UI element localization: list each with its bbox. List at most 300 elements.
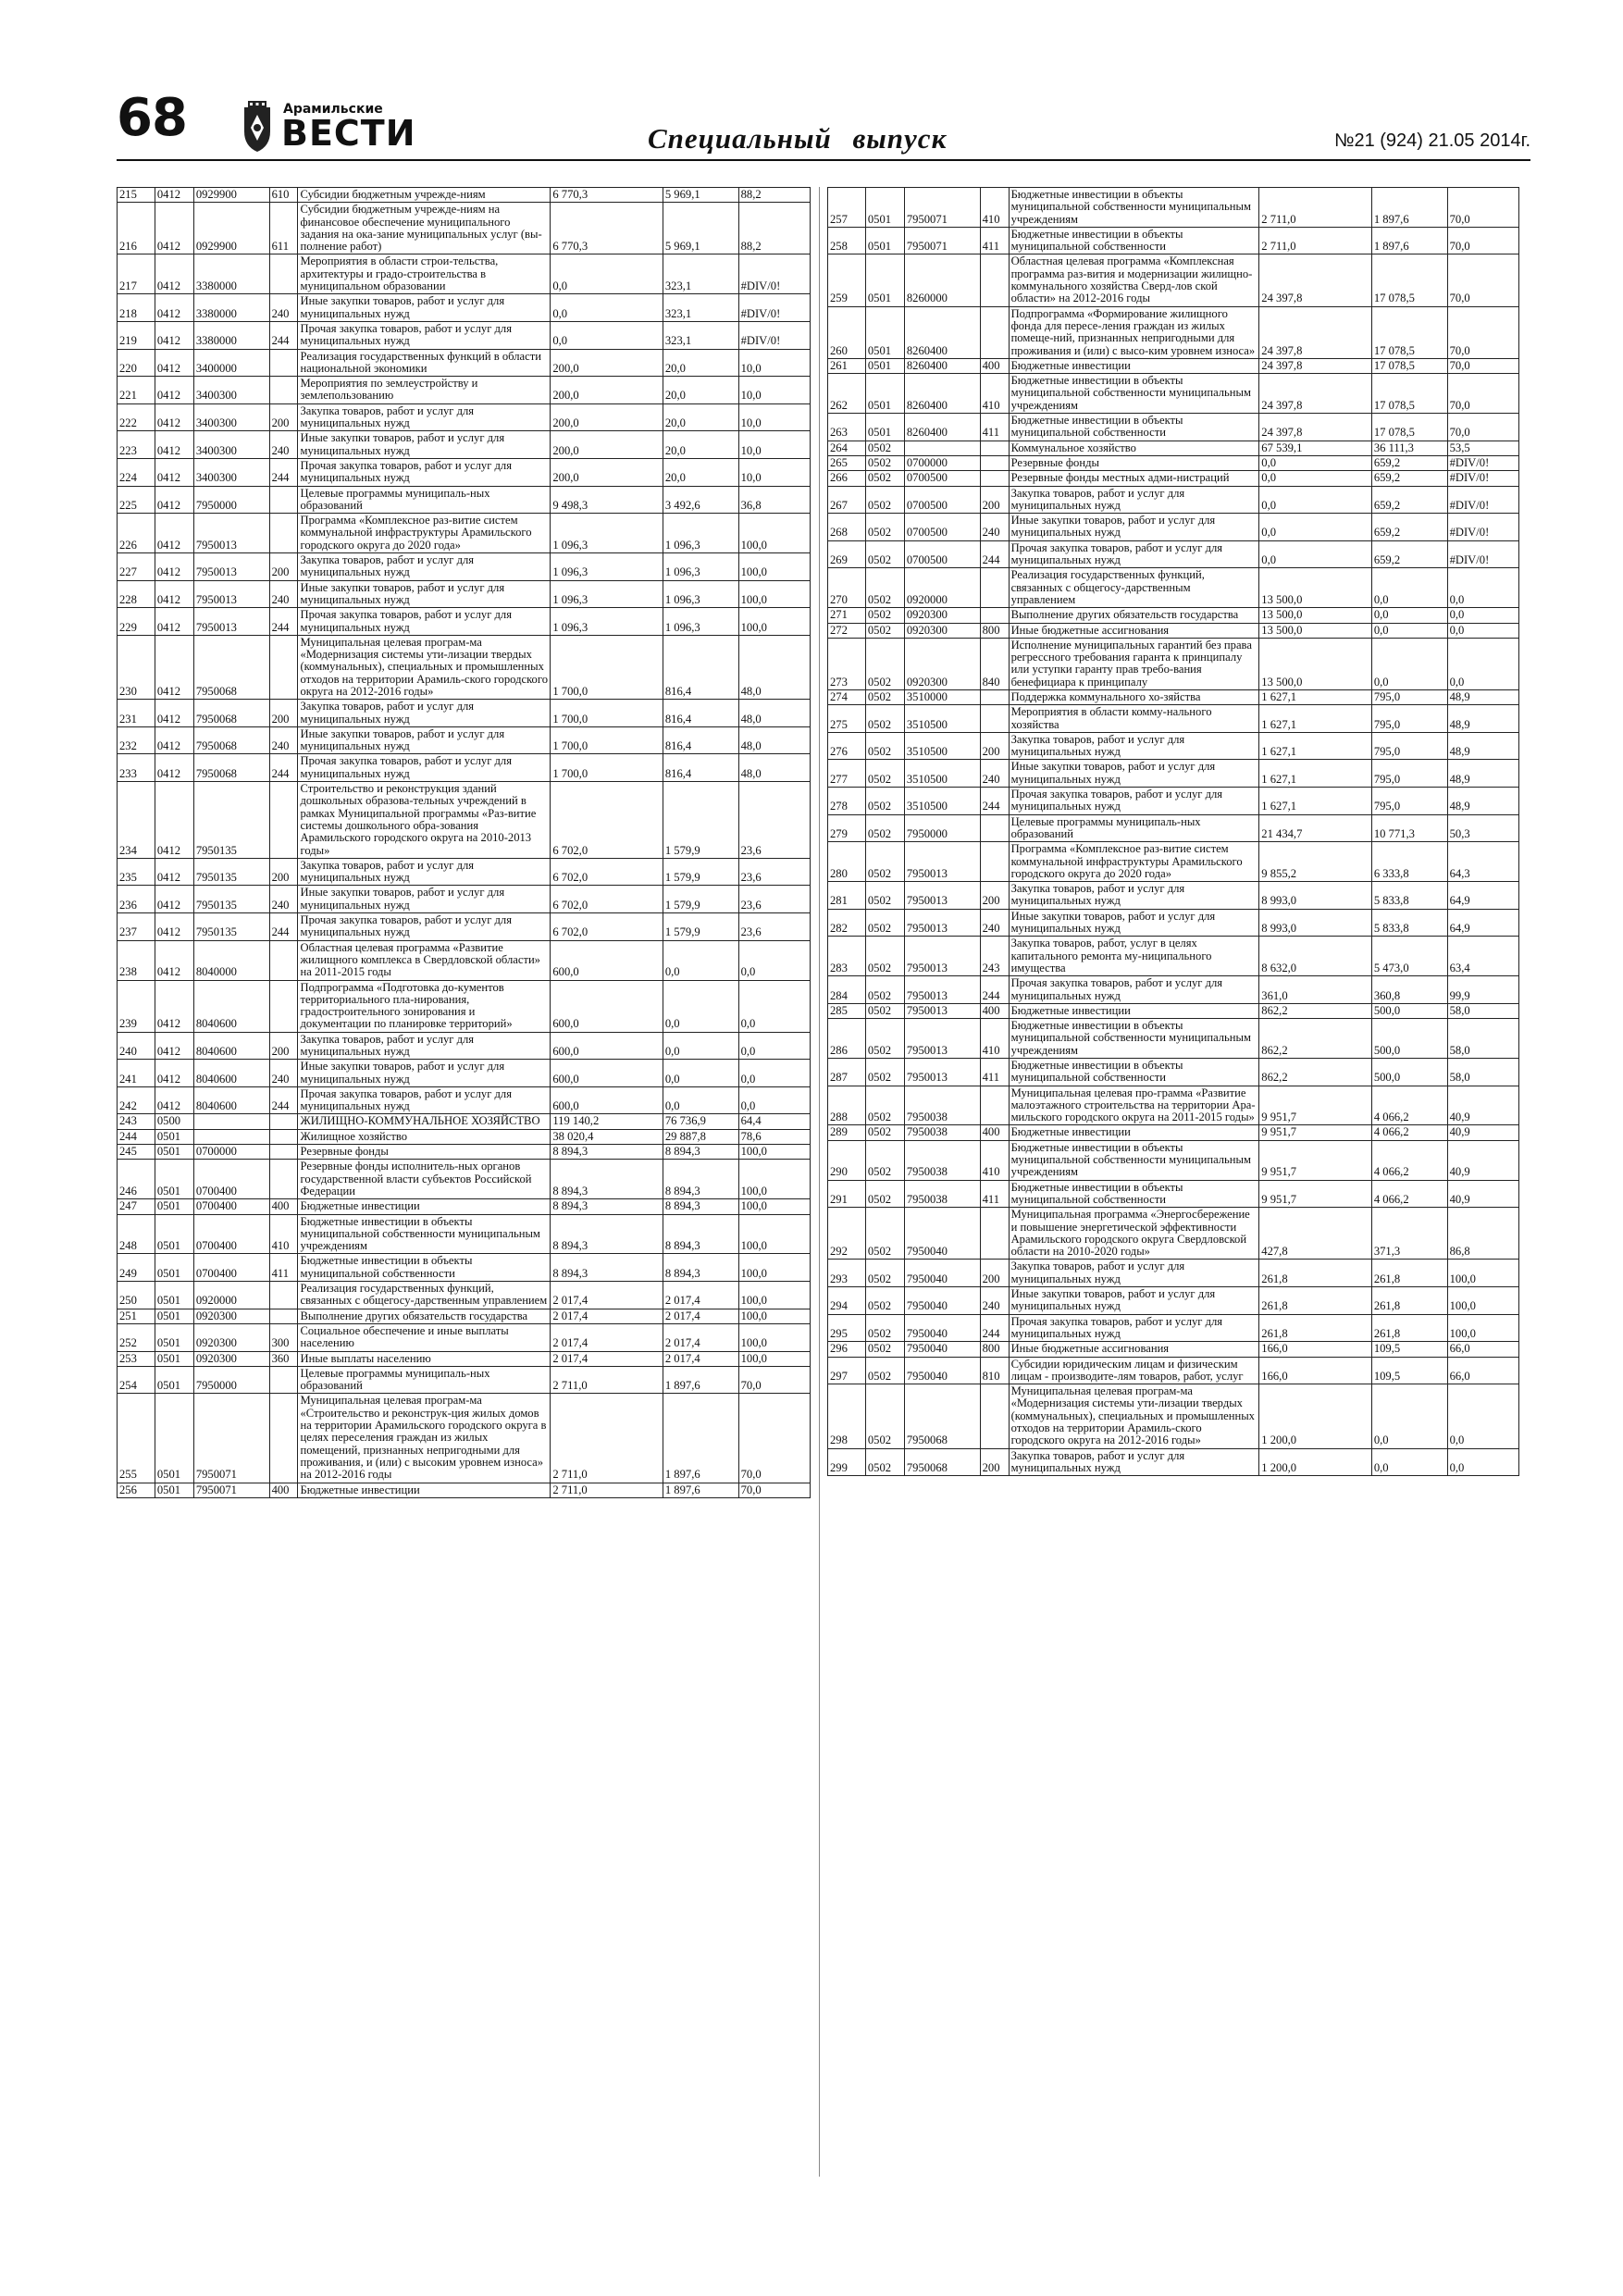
expense-type-code	[269, 254, 298, 294]
planned-amount: 24 397,8	[1259, 306, 1372, 358]
table-row	[118, 913, 811, 941]
row-number: 278	[828, 788, 866, 815]
actual-amount: 659,2	[1371, 455, 1447, 470]
actual-amount: 816,4	[663, 726, 738, 754]
row-number: 264	[828, 441, 866, 455]
section-code: 0502	[865, 455, 904, 470]
item-name: Прочая закупка товаров, работ и услуг для муниципальных нужд	[1009, 976, 1259, 1004]
planned-amount: 9 951,7	[1259, 1180, 1372, 1208]
section-code: 0502	[865, 1342, 904, 1357]
target-article-code: 7950000	[193, 1366, 269, 1394]
section-code: 0501	[865, 414, 904, 441]
planned-amount: 1 700,0	[551, 754, 663, 782]
section-code: 0501	[155, 1145, 193, 1160]
table-row	[828, 1384, 1519, 1448]
table-row	[118, 1032, 811, 1060]
item-name: Муниципальная целевая програм-ма «Строительство и реконструк-ция жилых домов на территории Арамильского городского округа в целях переселения граждан из жилых помещений, признанных непригодными для проживания, и (или) с высоким уровнем износа» на 2012-2016 годы	[298, 1394, 551, 1483]
expense-type-code: 240	[980, 760, 1009, 788]
actual-amount: 109,5	[1371, 1357, 1447, 1384]
table-row	[828, 568, 1519, 608]
actual-amount: 2 017,4	[663, 1351, 738, 1366]
planned-amount: 600,0	[551, 980, 663, 1032]
target-article-code: 0700400	[193, 1254, 269, 1282]
planned-amount: 2 017,4	[551, 1282, 663, 1309]
expense-type-code	[269, 349, 298, 377]
row-number: 218	[118, 294, 155, 322]
target-article-code: 7950038	[904, 1086, 980, 1125]
item-name: Выполнение других обязательств государства	[298, 1309, 551, 1323]
actual-amount: 323,1	[663, 254, 738, 294]
actual-amount: 795,0	[1371, 788, 1447, 815]
actual-amount: 0,0	[1371, 1448, 1447, 1476]
section-code: 0502	[865, 705, 904, 733]
item-name: Мероприятия в области строи-тельства, архитектуры и градо-строительства в муниципальном образовании	[298, 254, 551, 294]
expense-type-code: 411	[980, 1180, 1009, 1208]
execution-percent: 70,0	[738, 1483, 810, 1497]
item-name: Коммунальное хозяйство	[1009, 441, 1259, 455]
planned-amount: 1 096,3	[551, 580, 663, 608]
row-number: 240	[118, 1032, 155, 1060]
actual-amount: 500,0	[1371, 1019, 1447, 1059]
target-article-code: 0920300	[904, 608, 980, 623]
planned-amount: 24 397,8	[1259, 254, 1372, 306]
expense-type-code	[269, 940, 298, 980]
row-number: 227	[118, 553, 155, 581]
planned-amount: 21 434,7	[1259, 814, 1372, 842]
section-code: 0501	[155, 1323, 193, 1351]
planned-amount: 200,0	[551, 349, 663, 377]
table-row	[828, 608, 1519, 623]
execution-percent: 23,6	[738, 913, 810, 941]
planned-amount: 862,2	[1259, 1059, 1372, 1086]
planned-amount: 13 500,0	[1259, 608, 1372, 623]
actual-amount: 8 894,3	[663, 1160, 738, 1199]
execution-percent: 100,0	[738, 580, 810, 608]
execution-percent: 70,0	[1447, 414, 1518, 441]
table-row	[828, 732, 1519, 760]
table-row	[828, 705, 1519, 733]
target-article-code: 7950135	[193, 886, 269, 913]
left-column	[117, 187, 811, 1498]
page-number: 68	[117, 88, 187, 148]
table-row	[118, 635, 811, 699]
planned-amount: 0,0	[551, 321, 663, 349]
planned-amount: 166,0	[1259, 1342, 1372, 1357]
expense-type-code: 411	[980, 414, 1009, 441]
actual-amount: 360,8	[1371, 976, 1447, 1004]
item-name: Бюджетные инвестиции	[1009, 358, 1259, 373]
actual-amount: 36 111,3	[1371, 441, 1447, 455]
expense-type-code: 411	[269, 1254, 298, 1282]
actual-amount: 0,0	[663, 1086, 738, 1114]
table-row	[828, 1140, 1519, 1180]
section-code: 0412	[155, 980, 193, 1032]
item-name: Прочая закупка товаров, работ и услуг для муниципальных нужд	[298, 754, 551, 782]
actual-amount: 8 894,3	[663, 1214, 738, 1254]
section-code: 0412	[155, 377, 193, 404]
table-row	[118, 754, 811, 782]
expense-type-code	[269, 782, 298, 859]
execution-percent: 48,0	[738, 635, 810, 699]
target-article-code: 0920300	[193, 1309, 269, 1323]
planned-amount: 8 894,3	[551, 1199, 663, 1214]
target-article-code: 3400300	[193, 458, 269, 486]
section-code: 0502	[865, 760, 904, 788]
item-name: Закупка товаров, работ и услуг для муниципальных нужд	[1009, 882, 1259, 910]
target-article-code: 8040600	[193, 1060, 269, 1087]
expense-type-code: 840	[980, 638, 1009, 689]
actual-amount: 20,0	[663, 403, 738, 431]
item-name: Муниципальная целевая про-грамма «Развитие малоэтажного строительства на территории Ара-мильского городского округа на 2011-2015 годы»	[1009, 1086, 1259, 1125]
expense-type-code: 411	[980, 1059, 1009, 1086]
expense-type-code: 610	[269, 188, 298, 203]
actual-amount: 795,0	[1371, 705, 1447, 733]
item-name: Муниципальная целевая програм-ма «Модернизация системы ути-лизации твердых (коммунальных), специальных и промышленных отходов на территории Арамиль-ского городского округа на 2012-2016 годы»	[1009, 1384, 1259, 1448]
actual-amount: 1 579,9	[663, 913, 738, 941]
actual-amount: 1 897,6	[663, 1394, 738, 1483]
actual-amount: 1 096,3	[663, 580, 738, 608]
expense-type-code: 300	[269, 1323, 298, 1351]
item-name: Закупка товаров, работ и услуг для муниципальных нужд	[298, 700, 551, 727]
actual-amount: 20,0	[663, 377, 738, 404]
row-number: 247	[118, 1199, 155, 1214]
expense-type-code	[269, 1114, 298, 1129]
item-name: Подпрограмма «Формирование жилищного фонда для пересе-ления граждан из жилых помеще-ний, признанных непригодными для проживания и (или) с высо-ким уровнем износа»	[1009, 306, 1259, 358]
actual-amount: 17 078,5	[1371, 306, 1447, 358]
planned-amount: 0,0	[1259, 471, 1372, 486]
item-name: Субсидии бюджетным учрежде-ниям на финансовое обеспечение муниципального задания на ока-зание муниципальных услуг (вы-полнение работ)	[298, 203, 551, 254]
section-code: 0501	[155, 1160, 193, 1199]
planned-amount: 9 951,7	[1259, 1140, 1372, 1180]
target-article-code: 7950071	[193, 1394, 269, 1483]
section-code: 0502	[865, 1314, 904, 1342]
actual-amount: 1 579,9	[663, 886, 738, 913]
execution-percent: 48,9	[1447, 689, 1518, 704]
section-code: 0502	[865, 1384, 904, 1448]
planned-amount: 1 700,0	[551, 700, 663, 727]
section-code: 0412	[155, 782, 193, 859]
actual-amount: 659,2	[1371, 486, 1447, 514]
target-article-code: 7950040	[904, 1314, 980, 1342]
execution-percent: 63,4	[1447, 937, 1518, 976]
item-name: Областная целевая программа «Комплексная программа раз-вития и модернизации жилищно-коммунального хозяйства Сверд-лов ской области» на 2012-2016 годы	[1009, 254, 1259, 306]
execution-percent: 48,9	[1447, 732, 1518, 760]
item-name: Жилищное хозяйство	[298, 1129, 551, 1144]
actual-amount: 1 897,6	[1371, 227, 1447, 254]
row-number: 285	[828, 1003, 866, 1018]
actual-amount: 795,0	[1371, 760, 1447, 788]
actual-amount: 29 887,8	[663, 1129, 738, 1144]
planned-amount: 2 017,4	[551, 1323, 663, 1351]
item-name: Закупка товаров, работ и услуг для муниципальных нужд	[1009, 1448, 1259, 1476]
table-row	[828, 414, 1519, 441]
section-code: 0501	[155, 1129, 193, 1144]
actual-amount: 371,3	[1371, 1208, 1447, 1260]
item-name: Закупка товаров, работ и услуг для муниципальных нужд	[298, 403, 551, 431]
target-article-code: 7950013	[904, 976, 980, 1004]
section-code: 0501	[865, 374, 904, 414]
section-code: 0501	[155, 1351, 193, 1366]
expense-type-code	[269, 635, 298, 699]
item-name: Программа «Комплексное раз-витие систем коммунальной инфраструктуры Арамильского городского округа до 2020 года»	[1009, 842, 1259, 882]
logo-subtitle: Арамильские	[283, 102, 383, 117]
table-row	[118, 1282, 811, 1309]
table-row	[118, 486, 811, 514]
expense-type-code: 244	[269, 458, 298, 486]
target-article-code: 7950013	[904, 1059, 980, 1086]
execution-percent: 58,0	[1447, 1059, 1518, 1086]
execution-percent: 0,0	[1447, 623, 1518, 638]
section-code: 0412	[155, 514, 193, 553]
planned-amount: 427,8	[1259, 1208, 1372, 1260]
expense-type-code	[980, 842, 1009, 882]
expense-type-code	[980, 1086, 1009, 1125]
section-code: 0502	[865, 814, 904, 842]
actual-amount: 0,0	[1371, 568, 1447, 608]
execution-percent: 64,3	[1447, 842, 1518, 882]
row-number: 267	[828, 486, 866, 514]
planned-amount: 6 702,0	[551, 886, 663, 913]
item-name: Резервные фонды местных адми-нистраций	[1009, 471, 1259, 486]
target-article-code: 7950000	[904, 814, 980, 842]
execution-percent: 10,0	[738, 349, 810, 377]
expense-type-code: 244	[269, 754, 298, 782]
section-code: 0502	[865, 1287, 904, 1315]
table-row	[828, 1125, 1519, 1140]
row-number: 228	[118, 580, 155, 608]
table-row	[828, 937, 1519, 976]
actual-amount: 1 579,9	[663, 858, 738, 886]
table-row	[118, 980, 811, 1032]
target-article-code: 8260400	[904, 358, 980, 373]
execution-percent: 100,0	[738, 1282, 810, 1309]
table-row	[118, 1394, 811, 1483]
actual-amount: 4 066,2	[1371, 1140, 1447, 1180]
row-number: 299	[828, 1448, 866, 1476]
row-number: 260	[828, 306, 866, 358]
item-name: Мероприятия в области комму-нального хозяйства	[1009, 705, 1259, 733]
row-number: 222	[118, 403, 155, 431]
expense-type-code	[980, 689, 1009, 704]
target-article-code: 7950013	[193, 580, 269, 608]
table-row	[118, 1114, 811, 1129]
row-number: 220	[118, 349, 155, 377]
budget-table-left	[117, 187, 811, 1498]
expense-type-code: 244	[980, 1314, 1009, 1342]
actual-amount: 659,2	[1371, 540, 1447, 568]
row-number: 275	[828, 705, 866, 733]
target-article-code: 8260400	[904, 414, 980, 441]
expense-type-code	[980, 306, 1009, 358]
expense-type-code: 410	[980, 374, 1009, 414]
item-name: Бюджетные инвестиции	[1009, 1003, 1259, 1018]
actual-amount: 2 017,4	[663, 1323, 738, 1351]
item-name: Муниципальная программа «Энергосбережение и повышение энергетической эффективности Арамильского городского округа Свердловской области на 2010-2020 годы»	[1009, 1208, 1259, 1260]
actual-amount: 0,0	[1371, 623, 1447, 638]
expense-type-code: 200	[980, 1260, 1009, 1287]
table-row	[118, 1086, 811, 1114]
section-code: 0501	[865, 306, 904, 358]
planned-amount: 261,8	[1259, 1260, 1372, 1287]
table-row	[118, 349, 811, 377]
actual-amount: 5 833,8	[1371, 909, 1447, 937]
item-name: Иные закупки товаров, работ и услуг для муниципальных нужд	[298, 294, 551, 322]
planned-amount: 1 700,0	[551, 635, 663, 699]
expense-type-code: 200	[269, 858, 298, 886]
row-number: 246	[118, 1160, 155, 1199]
item-name: Бюджетные инвестиции в объекты муниципальной собственности муниципальным учреждениям	[1009, 1019, 1259, 1059]
target-article-code: 7950068	[904, 1384, 980, 1448]
actual-amount: 500,0	[1371, 1059, 1447, 1086]
section-code: 0412	[155, 203, 193, 254]
planned-amount: 200,0	[551, 377, 663, 404]
table-row	[828, 882, 1519, 910]
expense-type-code: 244	[980, 976, 1009, 1004]
execution-percent: 66,0	[1447, 1342, 1518, 1357]
section-code: 0502	[865, 689, 904, 704]
table-row	[118, 700, 811, 727]
planned-amount: 13 500,0	[1259, 568, 1372, 608]
expense-type-code: 411	[980, 227, 1009, 254]
row-number: 225	[118, 486, 155, 514]
item-name: Бюджетные инвестиции в объекты муниципальной собственности муниципальным учреждениям	[1009, 1140, 1259, 1180]
execution-percent: 100,0	[738, 1160, 810, 1199]
expense-type-code	[980, 455, 1009, 470]
section-code: 0502	[865, 608, 904, 623]
item-name: Иные закупки товаров, работ и услуг для муниципальных нужд	[1009, 909, 1259, 937]
target-article-code: 7950038	[904, 1140, 980, 1180]
table-row	[118, 858, 811, 886]
section-code: 0412	[155, 1060, 193, 1087]
section-code: 0412	[155, 726, 193, 754]
expense-type-code	[269, 1129, 298, 1144]
planned-amount: 8 993,0	[1259, 909, 1372, 937]
section-code: 0502	[865, 1086, 904, 1125]
target-article-code: 7950013	[193, 553, 269, 581]
execution-percent: 100,0	[1447, 1260, 1518, 1287]
row-number: 249	[118, 1254, 155, 1282]
actual-amount: 4 066,2	[1371, 1086, 1447, 1125]
table-row	[118, 1323, 811, 1351]
row-number: 287	[828, 1059, 866, 1086]
table-row	[118, 553, 811, 581]
section-code: 0502	[865, 486, 904, 514]
target-article-code: 7950013	[904, 909, 980, 937]
execution-percent: #DIV/0!	[738, 294, 810, 322]
row-number: 250	[118, 1282, 155, 1309]
execution-percent: 78,6	[738, 1129, 810, 1144]
table-row	[828, 1003, 1519, 1018]
execution-percent: 70,0	[1447, 306, 1518, 358]
planned-amount: 261,8	[1259, 1287, 1372, 1315]
execution-percent: 100,0	[738, 1145, 810, 1160]
actual-amount: 659,2	[1371, 514, 1447, 541]
expense-type-code: 240	[269, 580, 298, 608]
planned-amount: 67 539,1	[1259, 441, 1372, 455]
table-row	[118, 1060, 811, 1087]
planned-amount: 8 632,0	[1259, 937, 1372, 976]
expense-type-code	[980, 1384, 1009, 1448]
execution-percent: 64,9	[1447, 882, 1518, 910]
row-number: 295	[828, 1314, 866, 1342]
execution-percent: 100,0	[738, 1309, 810, 1323]
execution-percent: 40,9	[1447, 1140, 1518, 1180]
planned-amount: 2 711,0	[1259, 227, 1372, 254]
item-name: Бюджетные инвестиции в объекты муниципальной собственности	[1009, 1180, 1259, 1208]
execution-percent: 0,0	[1447, 638, 1518, 689]
expense-type-code	[269, 980, 298, 1032]
planned-amount: 1 200,0	[1259, 1384, 1372, 1448]
table-row	[828, 514, 1519, 541]
target-article-code	[193, 1114, 269, 1129]
planned-amount: 0,0	[551, 254, 663, 294]
execution-percent: 66,0	[1447, 1357, 1518, 1384]
target-article-code: 3380000	[193, 321, 269, 349]
row-number: 251	[118, 1309, 155, 1323]
execution-percent: 100,0	[738, 1323, 810, 1351]
row-number: 256	[118, 1483, 155, 1497]
planned-amount: 13 500,0	[1259, 623, 1372, 638]
table-row	[118, 294, 811, 322]
actual-amount: 2 017,4	[663, 1282, 738, 1309]
budget-table-right	[827, 187, 1519, 1476]
row-number: 265	[828, 455, 866, 470]
table-row	[118, 1199, 811, 1214]
execution-percent: 70,0	[1447, 374, 1518, 414]
target-article-code: 7950013	[904, 937, 980, 976]
row-number: 271	[828, 608, 866, 623]
section-code: 0412	[155, 754, 193, 782]
expense-type-code: 240	[980, 514, 1009, 541]
actual-amount: 1 897,6	[663, 1366, 738, 1394]
actual-amount: 5 833,8	[1371, 882, 1447, 910]
actual-amount: 5 473,0	[1371, 937, 1447, 976]
planned-amount: 9 855,2	[1259, 842, 1372, 882]
table-row	[118, 458, 811, 486]
expense-type-code: 800	[980, 1342, 1009, 1357]
planned-amount: 2 711,0	[551, 1394, 663, 1483]
table-row	[118, 254, 811, 294]
actual-amount: 0,0	[663, 980, 738, 1032]
planned-amount: 600,0	[551, 940, 663, 980]
target-article-code: 7950071	[904, 188, 980, 228]
item-name: Бюджетные инвестиции	[298, 1199, 551, 1214]
section-code: 0412	[155, 294, 193, 322]
section-code: 0502	[865, 732, 904, 760]
row-number: 234	[118, 782, 155, 859]
section-code: 0412	[155, 608, 193, 636]
execution-percent: 86,8	[1447, 1208, 1518, 1260]
expense-type-code	[269, 377, 298, 404]
item-name: Бюджетные инвестиции в объекты муниципальной собственности	[1009, 1059, 1259, 1086]
row-number: 257	[828, 188, 866, 228]
section-code: 0501	[155, 1282, 193, 1309]
planned-amount: 1 627,1	[1259, 732, 1372, 760]
row-number: 284	[828, 976, 866, 1004]
expense-type-code: 240	[269, 1060, 298, 1087]
planned-amount: 2 711,0	[551, 1483, 663, 1497]
expense-type-code: 240	[269, 726, 298, 754]
target-article-code: 7950068	[193, 700, 269, 727]
execution-percent: 100,0	[738, 553, 810, 581]
row-number: 269	[828, 540, 866, 568]
expense-type-code: 200	[269, 403, 298, 431]
section-code: 0502	[865, 471, 904, 486]
expense-type-code: 810	[980, 1357, 1009, 1384]
table-row	[828, 1059, 1519, 1086]
target-article-code: 7950038	[904, 1180, 980, 1208]
section-code: 0412	[155, 635, 193, 699]
